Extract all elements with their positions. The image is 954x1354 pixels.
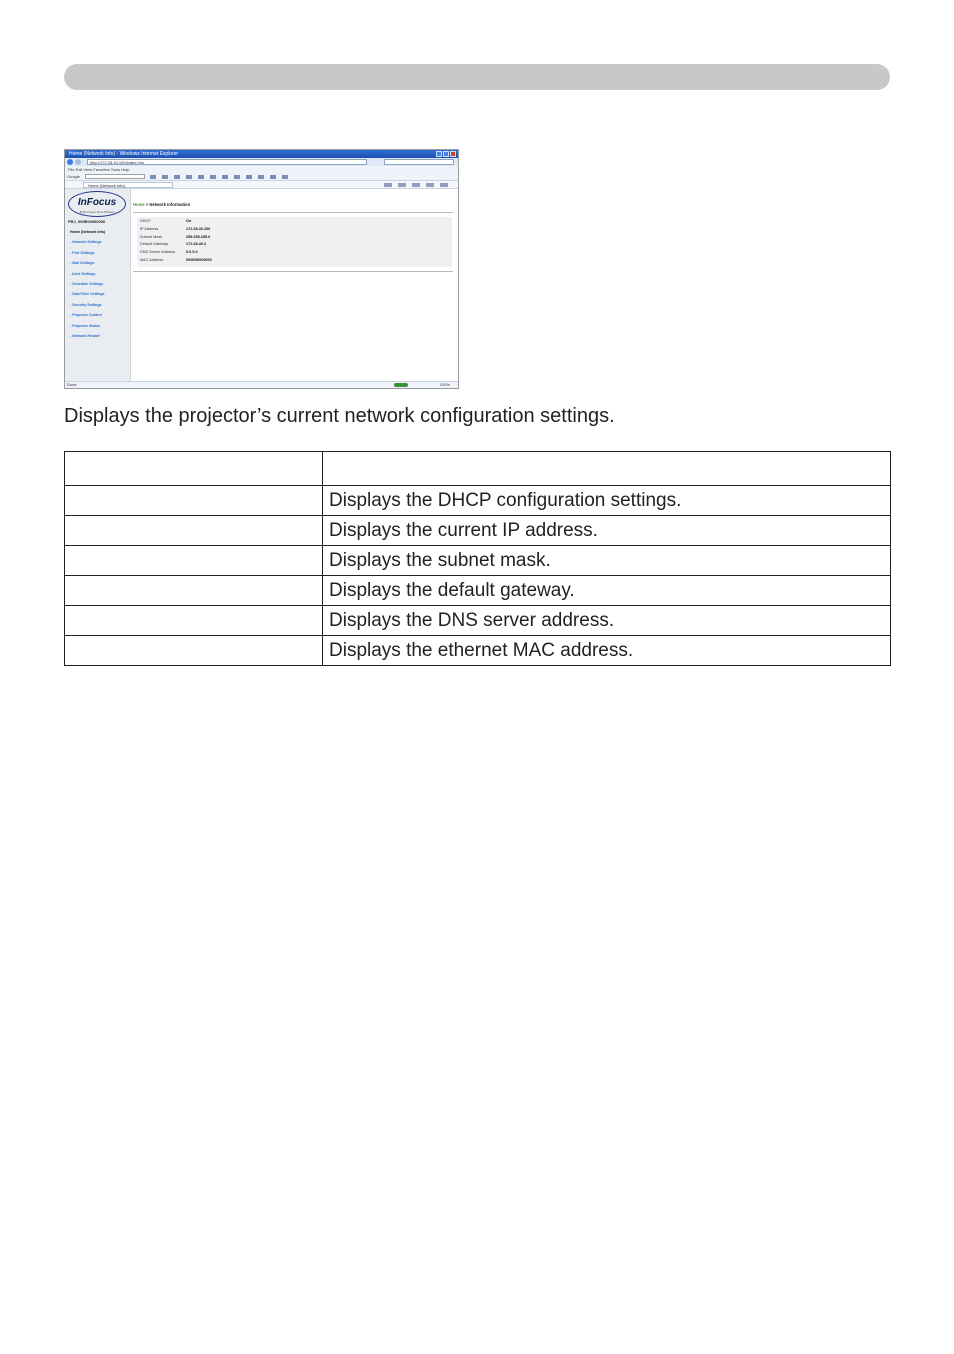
breadcrumb <box>133 202 190 207</box>
address-bar <box>65 158 458 166</box>
browser-search-field <box>384 159 454 165</box>
table-row <box>65 576 891 606</box>
table-cell-item <box>65 576 323 606</box>
info-key: DNS Server Address <box>140 250 176 255</box>
info-value: 255.255.255.0 <box>186 234 211 239</box>
web-menu-item-port-settings: - Port Settings <box>70 250 95 255</box>
minimize-icon <box>436 151 442 157</box>
info-value: 172.28.40.100 <box>186 226 211 231</box>
browser-screenshot <box>64 149 459 389</box>
browser-tab: Home (Network Info) <box>83 182 173 188</box>
table-cell-item <box>65 636 323 666</box>
info-value: On <box>186 219 192 223</box>
section-header-bar <box>64 64 890 90</box>
web-menu-item-datetime-settings: - Date/Time Settings <box>70 292 105 297</box>
table-cell-description: Displays the current IP address. <box>323 516 891 546</box>
status-text: Done <box>67 382 77 387</box>
browser-menu-bar: File Edit View Favorites Tools Help <box>65 166 458 173</box>
table-cell-item <box>65 546 323 576</box>
maximize-icon <box>443 151 449 157</box>
zoom-level: 100% <box>439 382 450 387</box>
web-menu-item-schedule-settings: - Schedule Settings <box>70 282 104 287</box>
table-cell-item <box>65 516 323 546</box>
toolbar-buttons <box>150 175 290 179</box>
divider <box>133 271 453 272</box>
web-menu-item-home: Home (Network Info) <box>70 230 106 234</box>
breadcrumb-page: > Network Information <box>144 202 191 207</box>
table-header-row <box>65 452 891 486</box>
forward-icon <box>75 159 81 165</box>
browser-title: Home (Network Info) - Windows Internet Explorer <box>69 151 179 157</box>
table-row <box>65 486 891 516</box>
internet-zone-icon <box>394 383 408 387</box>
infocus-logo <box>68 191 126 217</box>
address-field: http://172.28.40.100/index.htm <box>87 159 367 165</box>
back-icon <box>67 159 73 165</box>
logo-tagline: Bright Ideas Work Brilliant <box>79 210 115 214</box>
breadcrumb-home: Home <box>133 202 145 207</box>
divider <box>133 212 453 213</box>
network-info-panel <box>137 217 452 267</box>
info-row <box>140 257 212 265</box>
table-cell-description: Displays the ethernet MAC address. <box>323 636 891 666</box>
table-row <box>65 636 891 666</box>
web-menu-item-security-settings: - Security Settings <box>70 302 102 307</box>
web-content <box>131 189 458 382</box>
info-row <box>140 234 210 242</box>
table-cell-description: Displays the DHCP configuration settings. <box>323 486 891 516</box>
logo-text: InFocus <box>77 197 117 208</box>
info-key: MAC Address <box>140 258 164 262</box>
web-menu-item-network-restart: - Network Restart <box>70 334 100 339</box>
info-key: DHCP <box>140 219 151 223</box>
info-value: 172.28.40.2 <box>186 242 207 247</box>
info-key: Default Gateway <box>140 242 169 247</box>
google-toolbar <box>65 173 458 181</box>
table-row <box>65 606 891 636</box>
web-menu-item-projector-status: - Projector Status <box>70 323 100 328</box>
browser-title-bar <box>65 150 458 158</box>
table-cell-item <box>65 606 323 636</box>
caption-text: Displays the projector’s current network configuration settings. <box>64 405 615 427</box>
web-sidebar <box>65 189 131 382</box>
info-row <box>140 226 210 234</box>
table-cell-description: Displays the default gateway. <box>323 576 891 606</box>
web-menu-item-network-settings: - Network Settings <box>70 240 102 245</box>
google-search-field <box>85 174 145 179</box>
table-row <box>65 516 891 546</box>
info-row <box>140 218 191 226</box>
browser-tab-bar <box>65 181 458 189</box>
browser-status-bar <box>65 381 458 388</box>
info-key: IP Address <box>140 226 159 231</box>
web-menu-item-projector-control: - Projector Control <box>70 313 102 318</box>
table-header-item <box>65 452 323 486</box>
info-row <box>140 241 206 249</box>
table-cell-description: Displays the DNS server address. <box>323 606 891 636</box>
info-value: 000E00000000 <box>186 258 212 262</box>
command-bar <box>384 183 454 187</box>
table-header-description <box>323 452 891 486</box>
table-cell-description: Displays the subnet mask. <box>323 546 891 576</box>
web-menu-item-alert-settings: - Alert Settings <box>70 271 96 276</box>
info-value: 0.0.0.0 <box>186 250 198 255</box>
window-controls <box>436 151 456 157</box>
device-name: PRJ_000E00000000 <box>68 219 106 224</box>
web-menu <box>70 227 105 341</box>
info-row <box>140 249 198 257</box>
table-row <box>65 546 891 576</box>
web-menu-item-mail-settings: - Mail Settings <box>70 261 95 266</box>
google-label: Google <box>67 174 80 179</box>
close-icon <box>450 151 456 157</box>
table-cell-item <box>65 486 323 516</box>
info-key: Subnet Mask <box>140 234 163 239</box>
settings-table <box>64 451 891 666</box>
